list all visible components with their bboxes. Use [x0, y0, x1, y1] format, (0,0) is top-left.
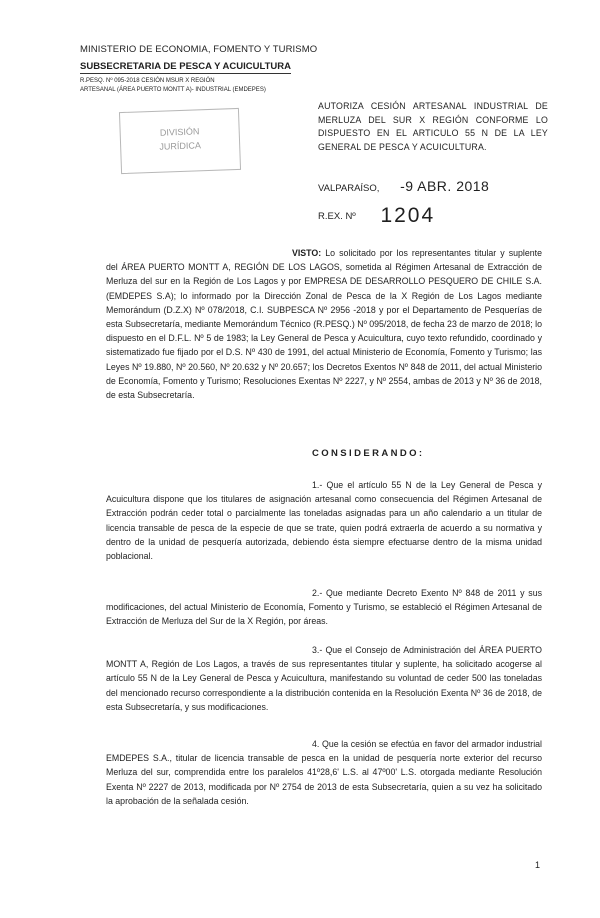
resolution-subject: AUTORIZA CESIÓN ARTESANAL INDUSTRIAL DE MERLUZA DEL SUR X REGIÓN CONFORME LO DISPUESTO EN EL ARTICULO 55 N DE LA LEY GENERAL DE PESCA Y ACUICULTURA.: [318, 101, 548, 152]
considerando-3: [106, 643, 542, 714]
visto-label: VISTO:: [292, 248, 322, 258]
resolution-number: 1204: [380, 204, 436, 227]
subsecretaria-name: SUBSECRETARIA DE PESCA Y ACUICULTURA: [80, 61, 291, 72]
place-name: VALPARAÍSO,: [318, 183, 380, 194]
date-stamp: -9 ABR. 2018: [400, 178, 490, 194]
stamp-line-1: DIVISIÓN: [159, 126, 200, 138]
division-stamp: [119, 108, 241, 174]
page-number: 1: [535, 860, 541, 870]
letterhead: [80, 44, 320, 95]
considerando-heading: CONSIDERANDO:: [312, 448, 425, 459]
considerando-4-text: 4. Que la cesión se efectúa en favor del armador industrial EMDEPES S.A., titular de licencia transable de pesca en la unidad de pesquería norte exterior del recurso Merluza del sur, comprendida entre los paralelos 41º28,6' L.S. al 47º00' L.S. otorgada mediante Resolución Exenta Nº 2227 de 2013, modificada por Nº 2754 de 2013 de esta Subsecretaría, quien a su vez ha solicitado la aprobación de la señalada cesión.: [106, 739, 542, 806]
considerando-4: [106, 737, 542, 808]
visto-paragraph: [106, 246, 542, 402]
reference-line-1: R.PESQ. Nº 095-2018 CESIÓN MSUR X REGIÓN: [80, 78, 215, 84]
resolution-number-line: [318, 201, 435, 225]
considerando-2-text: 2.- Que mediante Decreto Exento Nº 848 de 2011 y sus modificaciones, del actual Ministerio de Economía, Fomento y Turismo, se estableció el Régimen Artesanal de Extracción de Merluza del Sur de la X Región, por áreas.: [106, 588, 542, 627]
stamp-line-2: JURÍDICA: [159, 140, 202, 152]
resolution-label: R.EX. Nº: [318, 211, 356, 222]
reference-line-2: ARTESANAL (ÁREA PUERTO MONTT A)- INDUSTRIAL (EMDEPES): [80, 87, 266, 93]
visto-text: Lo solicitado por los representantes titular y suplente del ÁREA PUERTO MONTT A, REGIÓN DE LOS LAGOS, sometida al Régimen Artesanal de Extracción de Merluza del sur en la Región de Los Lagos y por EMPRESA DE DESARROLLO PESQUERO DE CHILE S.A. (EMDEPES S.A); lo informado por la Dirección Zonal de Pesca de la X Región de Los Lagos mediante Memorándum (D.Z.X) Nº 078/2018, C.I. SUBPESCA Nº 2956 -2018 y por el Departamento de Pesquerías de esta Subsecretaría, mediante Memorándum Técnico (R.PESQ.) Nº 095/2018, de fecha 23 de marzo de 2018; lo dispuesto en el D.F.L. Nº 5 de 1983; la Ley General de Pesca y Acuicultura, cuyo texto refundido, coordinado y sistematizado fue fijado por el D.S. Nº 430 de 1991, del actual Ministerio de Economía, Fomento y Turismo; las Leyes Nº 19.880, Nº 20.560, Nº 20.632 y Nº 20.657; los Decretos Exentos Nº 848 de 2011, del actual Ministerio de Economía, Fomento y Turismo; Resoluciones Exentas Nº 2227, y Nº 2554, ambas de 2013 y Nº 36 de 2018, de esta Subsecretaría.: [106, 248, 542, 401]
considerando-1-text: 1.- Que el artículo 55 N de la Ley General de Pesca y Acuicultura dispone que los titulares de asignación artesanal como consecuencia del Régimen Artesanal de Extracción podrán ceder total o parcialmente las toneladas asignadas para un año calendario a un titular de licencia transable de pesca de la especie de que se trate, quien podrá extraerla de acuerdo a su normativa y dentro de la unidad de pesquería autorizada, debiendo ésta siempre efectuarse dentro de la misma unidad poblacional.: [106, 480, 542, 562]
considerando-3-text: 3.- Que el Consejo de Administración del ÁREA PUERTO MONTT A, Región de Los Lagos, a través de sus representantes titular y suplente, ha solicitado acogerse al artículo 55 N de la Ley General de Pesca y Acuicultura, manifestando su voluntad de ceder 500 las toneladas del mencionado recurso correspondiente a la distribución contenida en la Resolución Exenta Nº 36 de 2018, de esta Subsecretaría, y sus modificaciones.: [106, 645, 542, 712]
dateline: [318, 178, 489, 194]
considerando-2: [106, 586, 542, 629]
ministry-name: MINISTERIO DE ECONOMIA, FOMENTO Y TURISMO: [80, 44, 318, 55]
considerando-1: [106, 478, 542, 563]
